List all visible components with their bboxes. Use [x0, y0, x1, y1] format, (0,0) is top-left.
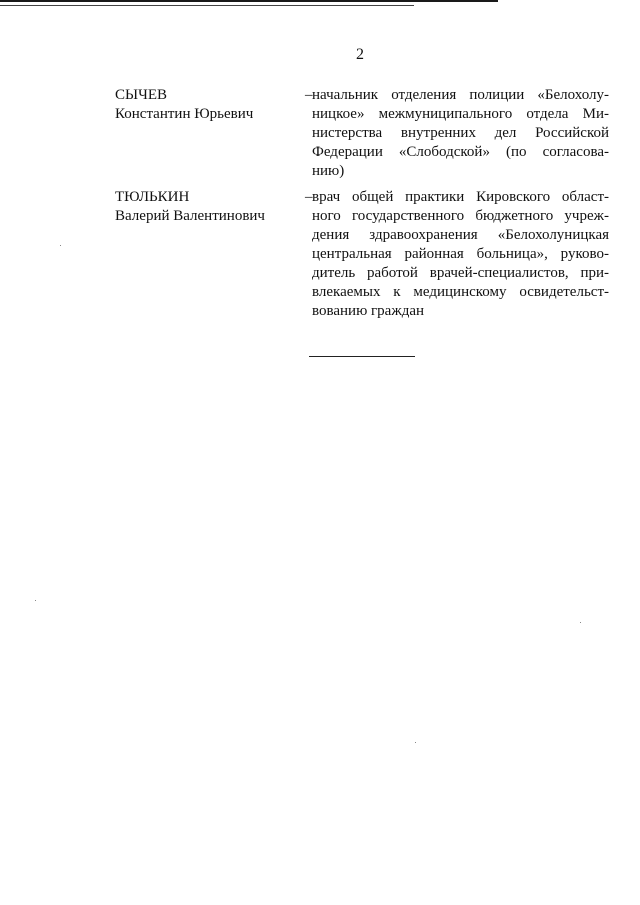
- description-line: ницкое» межмуниципального отдела Ми-: [312, 106, 609, 122]
- description-line: дения здравоохранения «Белохолуницкая: [312, 227, 609, 243]
- person-name: [115, 188, 290, 226]
- scan-speck: [60, 245, 61, 246]
- header-rule-thin: [0, 5, 414, 6]
- page-number: 2: [356, 46, 364, 63]
- description-line: вованию граждан: [312, 303, 425, 319]
- entry-dash: –: [305, 87, 313, 103]
- position-description: [312, 86, 609, 181]
- person-surname: СЫЧЕВ: [115, 87, 168, 103]
- person-given-names: Константин Юрьевич: [115, 106, 254, 122]
- description-line: начальник отделения полиции «Белохолу-: [312, 87, 609, 103]
- description-line: врач общей практики Кировского област-: [312, 189, 609, 205]
- description-line: дитель работой врачей-специалистов, при-: [312, 265, 609, 281]
- end-of-list-rule: [309, 356, 415, 357]
- person-given-names: Валерий Валентинович: [115, 208, 265, 224]
- scan-speck: [580, 622, 581, 623]
- person-surname: ТЮЛЬКИН: [115, 189, 190, 205]
- description-line: ного государственного бюджетного учреж-: [312, 208, 609, 224]
- entry-dash: –: [305, 189, 313, 205]
- description-line: центральная районная больница», руково-: [312, 246, 609, 262]
- description-line: Федерации «Слободской» (по согласова-: [312, 144, 609, 160]
- header-rule-thick: [0, 0, 498, 2]
- scan-speck: [415, 742, 416, 743]
- description-line: влекаемых к медицинскому освидетельст-: [312, 284, 609, 300]
- position-description: [312, 188, 609, 321]
- description-line: нистерства внутренних дел Российской: [312, 125, 609, 141]
- description-line: нию): [312, 163, 345, 179]
- scan-speck: [35, 600, 36, 601]
- person-name: [115, 86, 290, 124]
